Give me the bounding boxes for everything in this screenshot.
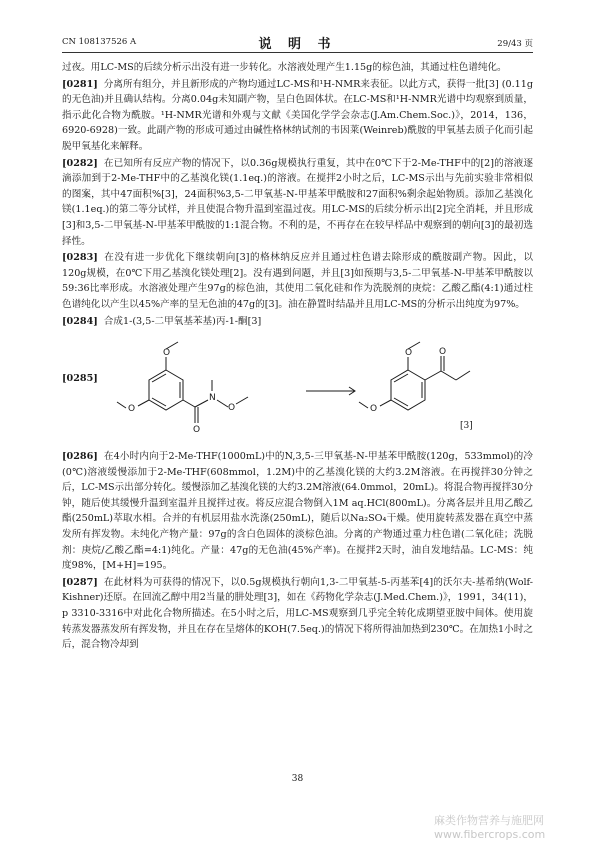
- atom-label: O: [228, 403, 236, 414]
- paragraph-number: [0283]: [62, 252, 98, 264]
- patent-number: CN 108137526 A: [62, 37, 137, 47]
- atom-label: O: [193, 425, 201, 436]
- paragraph-text: 过夜。用LC-MS的后续分析示出没有进一步转化。水溶液处理产生1.15g的棕色油，其通过柱色谱纯化。: [62, 62, 507, 73]
- paragraph-text: 在已知所有反应产物的情况下，以0.36g规模执行重复，其中在0℃下于2-Me-THF中的[2]的溶液逐滴添加到于2-Me-THF中的乙基溴化镁(1.1eq.)的溶液。在搅拌2小时之后，LC-MS示出与先前实验非常相似的图案，其中47面积%[3]，24面积%3,5-二甲氧基-N-甲基苯甲酰胺和27面积%剩余起始物质。添加乙基溴化镁(1.1eq.)的第二等分试样，并且使混合物升温到室温过夜。用LC-MS的后续分析示出[2]完全消耗，并且形成[3]和3,5-二甲氧基-N-甲基苯甲酰胺的1:1混合物。不利的是，不再存在在较早样品中观察到的朝向[3]的最初选择性。: [62, 157, 533, 247]
- atom-label: N: [209, 393, 216, 404]
- reaction-scheme: [62, 331, 533, 446]
- paragraph-number: [0286]: [62, 451, 98, 463]
- paragraph-text: 在没有进一步优化下继续朝向[3]的格林纳反应并且通过柱色谱去除形成的酰胺副产物。因此，以120g规模，在0℃下用乙基溴化镁处理[2]。没有遇到问题，并且[3]如预期与3,5-二甲氧基-N-甲基苯甲酰胺以59:36比率形成。水溶液处理产生97g的棕色油，其使用二氧化硅和作为洗脱剂的庚烷：乙酸乙酯(4:1)通过柱色谱纯化以产生以45%产率的呈无色油的47g的[3]。油在静置时结晶并且用LC-MS的分析示出纯度为97%。: [62, 252, 533, 310]
- atom-label: O: [405, 348, 413, 359]
- paragraph-number: [0281]: [62, 78, 98, 90]
- paragraph-number: [0287]: [62, 576, 98, 588]
- paragraph-0283: [62, 250, 533, 312]
- reaction-arrow: [306, 387, 355, 395]
- document-title: 说 明 书: [258, 37, 337, 52]
- page-header: [62, 33, 533, 51]
- paragraph-0287: [62, 575, 533, 653]
- starting-material-atoms: [128, 348, 235, 435]
- paragraph-0281: [62, 77, 533, 155]
- atom-label: O: [439, 347, 447, 358]
- paragraph-number: [0282]: [62, 157, 98, 169]
- paragraph-0284: [62, 314, 533, 330]
- product-atoms: [370, 347, 446, 414]
- atom-label: O: [163, 348, 171, 359]
- page-number: 38: [291, 774, 304, 784]
- paragraph-0286: [62, 449, 533, 574]
- compound-label: [3]: [460, 421, 473, 432]
- paragraph-text: 在此材料为可获得的情况下，以0.5g规模执行朝向1,3-二甲氧基-5-丙基苯[4]的沃尔夫-基希纳(Wolf-Kishner)还原。在回流乙醇中用2当量的肼处理[3]，如在《药物化学杂志(J.Med.Chem.)》，1991，34(11)，p 3310-3316中对此化合物所描述。在5小时之后，用LC-MS观察到几乎完全转化成期望亚胺中间体。使用旋转蒸发器蒸发所有挥发物，并且在存在呈熔体的KOH(7.5eq.)的情况下将所得油加热到230℃。在加热1小时之后，混合物冷却到: [62, 576, 533, 651]
- page-info: 29/43 页: [497, 39, 533, 49]
- paragraph-text: 合成1-(3,5-二甲氧基苯基)丙-1-酮[3]: [103, 315, 262, 327]
- paragraph-number: [0284]: [62, 315, 98, 327]
- paragraph-text: 分离所有组分，并且新形成的产物均通过LC-MS和¹H-NMR来表征。以此方式，获得一批[3] (0.11g的无色油)并且确认结构。分离0.04g未知副产物，呈白色固体状。在LC-MS和¹H-NMR光谱中均观察到质量，指示此化合物为酰胺。¹H-NMR光谱和外观与文献《美国化学学会杂志(J.Am.Chem.Soc.)》，2014，136，6920-6928)一致。此副产物的形成可通过由碱性格林纳试剂的韦因莱(Weinreb)酰胺的甲氧基去质子化而引起脱甲氧基化来解释。: [62, 78, 533, 152]
- document-body: [62, 60, 533, 654]
- paragraph-continuation: [62, 60, 533, 76]
- atom-label: O: [370, 404, 378, 415]
- paragraph-0282: [62, 156, 533, 250]
- paragraph-text: 在4小时内向于2-Me-THF(1000mL)中的N,3,5-三甲氧基-N-甲基苯甲酰胺(120g，533mmol)的冷(0℃)溶液缓慢添加于2-Me-THF(608mmol，1.2M)中的乙基溴化镁的大约3.2M溶液。在再搅拌30分钟之后，LC-MS示出部分转化。缓慢添加乙基溴化镁的大约3.2M溶液(64.0mmol，20mL)。将混合物再搅拌30分钟，随后使其缓慢升温到室温并且搅拌过夜。将反应混合物倒入1M aq.HCl(800mL)。分离各层并且用乙酸乙酯(250mL)萃取水相。合并的有机层用盐水洗涤(250mL)，随后以Na₂SO₄干燥。使用旋转蒸发器在真空中蒸发所有挥发物。未纯化产物产量：97g的含白色固体的淡棕色油。分离的产物通过重力柱色谱(二氧化硅；洗脱剂：庚烷/乙酸乙酯=4:1)纯化。产量：47g的无色油(45%产率)。在搅拌2天时，油自发地结晶。LC-MS：纯度98%，[M+H]=195。: [62, 451, 533, 572]
- product-structure: [359, 342, 470, 410]
- header-divider: [62, 52, 533, 53]
- atom-label: O: [128, 404, 136, 415]
- watermark-text: 麻类作物营养与施肥网 www.fibercrops.com: [434, 814, 546, 841]
- paragraph-number: [0285]: [62, 373, 98, 385]
